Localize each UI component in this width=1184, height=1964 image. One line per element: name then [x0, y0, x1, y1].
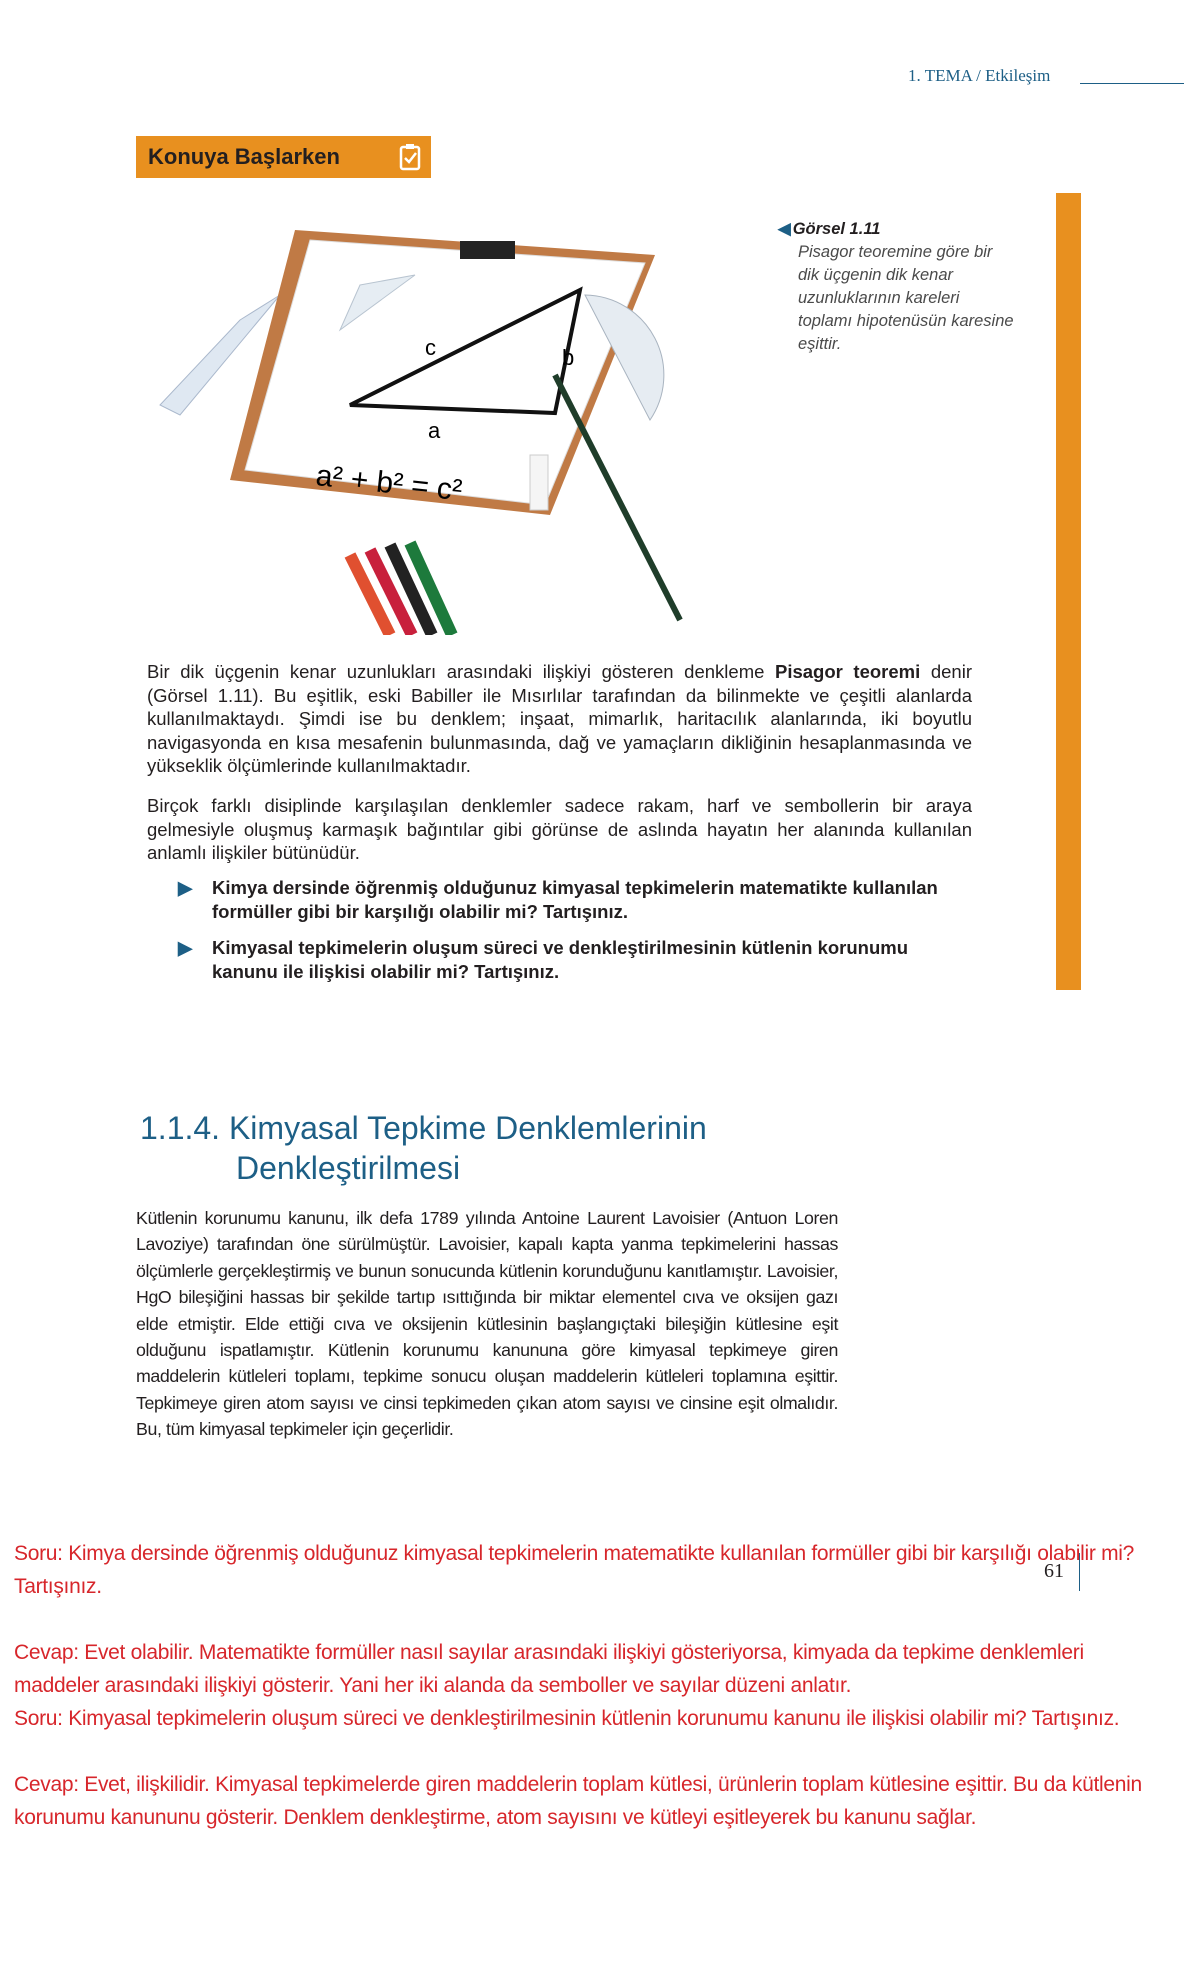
figure-caption-text: Pisagor teoremine göre bir dik üçgenin dik kenar uzunluklarının kareleri toplamı hipotenüsün karesine eşittir.	[798, 243, 1014, 353]
intro-paragraph-1	[147, 660, 972, 778]
figure-caption-title: ◀ Görsel 1.11	[778, 218, 1018, 241]
formula-label: a² + b² = c²	[314, 459, 464, 508]
triangle-bullet-icon: ▶	[178, 877, 193, 898]
question-2: Soru: Kimyasal tepkimelerin oluşum süreci ve denkleştirilmesinin kütlenin korunumu kanunu ile ilişkisi olabilir mi? Tartışınız.	[14, 1707, 1120, 1730]
section-box	[136, 136, 431, 178]
section-title-line-1: Kimyasal Tepkime Denklemlerinin	[228, 1110, 707, 1146]
text: Bir dik üçgenin kenar uzunlukları arasındaki ilişkiyi gösteren denkleme	[147, 661, 775, 682]
answer-1: Cevap: Evet olabilir. Matematikte formüller nasıl sayılar arasındaki ilişkiyi gösteriyorsa, kimyada da tepkime denklemleri maddeler arasındaki ilişkiyi gösterir. Yani her iki alanda da semboller ve sayılar düzeni anlatır.	[14, 1641, 1084, 1697]
answers-block	[14, 1537, 1174, 1834]
text: denir (Görsel 1.11). Bu eşitlik, eski Babiller ile Mısırlılar tarafından da bilinmekte ve çeşitli alanlarda kullanılmaktaydı. Şimdi ise bu denklem; inşaat, mimarlık, haritacılık alanlarında, iki boyutlu navigasyonda en kısa mesafenin bulunmasında, dağ ve yamaçların dikliğinin hesaplanmasında ve yükseklik ölçümlerinde kullanılmaktadır.	[147, 661, 972, 776]
question-bullet-2	[178, 936, 972, 983]
section-heading	[140, 1108, 707, 1188]
section-box-label: Konuya Başlarken	[148, 144, 340, 169]
intro-paragraph-2: Birçok farklı disiplinde karşılaşılan denklemler sadece rakam, harf ve sembollerin bir araya gelmesiyle oluşmuş karmaşık bağıntılar gibi görünse de aslında hayatın her alanında kullanılan anlamlı ilişkiler bütünüdür.	[147, 795, 972, 863]
header-rule	[1080, 83, 1184, 84]
running-header: 1. TEMA / Etkileşim	[908, 66, 1051, 85]
answer-2: Cevap: Evet, ilişkilidir. Kimyasal tepkimelerde giren maddelerin toplam kütlesi, ürünlerin toplam kütlesine eşittir. Bu da kütlenin korunumu kanununu gösterir. Denklem denkleştirme, atom sayısını ve kütleyi eşitleyerek bu kanunu sağlar.	[14, 1773, 1142, 1829]
figure-caption	[778, 218, 1018, 356]
label-a: a	[428, 418, 441, 443]
label-b: b	[562, 345, 575, 370]
clipboard-check-icon	[398, 142, 424, 172]
pythagoras-clipboard-illustration	[150, 225, 750, 635]
orange-side-bar	[1056, 193, 1081, 990]
section-title-line-2: Denkleştirilmesi	[236, 1150, 461, 1186]
bullet-text: Kimyasal tepkimelerin oluşum süreci ve denkleştirilmesinin kütlenin korunumu kanunu ile ilişkisi olabilir mi? Tartışınız.	[212, 937, 909, 982]
triangle-bullet-icon: ▶	[178, 937, 193, 958]
question-1: Soru: Kimya dersinde öğrenmiş olduğunuz kimyasal tepkimelerin matematikte kullanılan formüller gibi bir karşılığı olabilir mi? Tartışınız.	[14, 1542, 1135, 1598]
section-body: Kütlenin korunumu kanunu, ilk defa 1789 yılında Antoine Laurent Lavoisier (Antuon Loren Lavoziye) tarafından öne sürülmüştür. Lavoisier, kapalı kapta yanma tepkimelerini hassas ölçümlerle gerçekleştirmiş ve bunun sonucunda kütlenin korunduğunu kanıtlamıştır. Lavoisier, HgO bileşiğini hassas bir şekilde tartıp ısıttığında bir miktar elementel cıva ve oksijen gazı elde etmiştir. Elde ettiği cıva ve oksijenin kütlesinin başlangıçtaki bileşiğin kütlesine eşit olduğunu ispatlamıştır. Kütlenin korunumu kanununa göre kimyasal tepkimeye giren maddelerin kütleleri toplamı, tepkime sonucu oluşan maddelerin kütleleri toplamına eşittir. Tepkimeye giren atom sayısı ve cinsi tepkimeden çıkan atom sayısı ve cinsine eşit olmalıdır. Bu, tüm kimyasal tepkimeler için geçerlidir.	[136, 1208, 838, 1440]
bullet-text: Kimya dersinde öğrenmiş olduğunuz kimyasal tepkimelerin matematikte kullanılan formüller gibi bir karşılığı olabilir mi? Tartışınız.	[212, 877, 938, 922]
section-number: 1.1.4.	[140, 1110, 221, 1146]
question-bullet-1	[178, 876, 972, 923]
page-number: 61	[1044, 1560, 1064, 1582]
label-c: c	[425, 335, 436, 360]
term-pisagor: Pisagor teoremi	[774, 661, 921, 682]
